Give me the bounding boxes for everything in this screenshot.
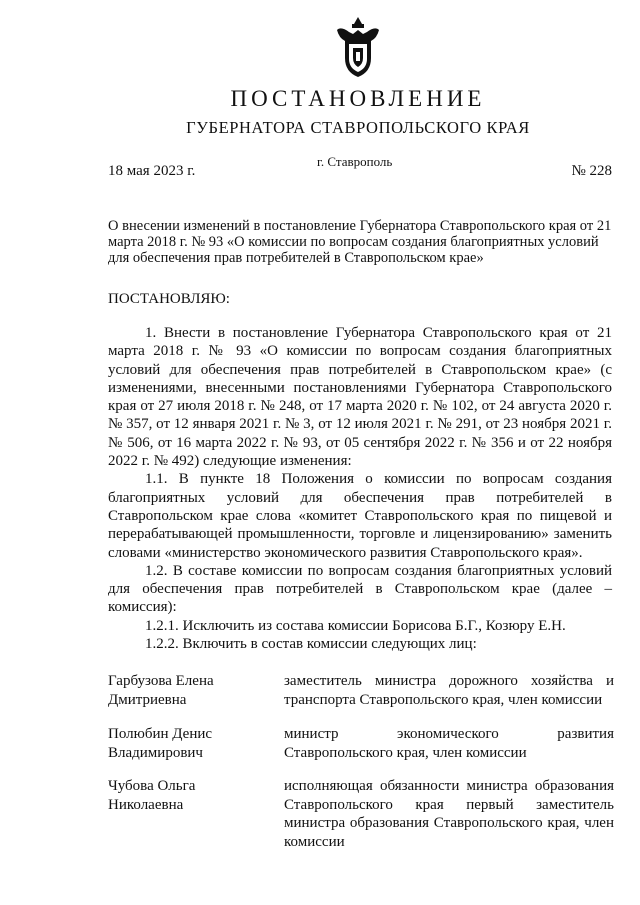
member-surname-firstname: Полюбин Денис (108, 726, 213, 742)
paragraph-1-2: 1.2. В составе комиссии по вопросам создания благоприятных условий для обеспечения прав потребителей в Ставропольском крае (далее – комиссия): (108, 562, 612, 616)
document-city: г. Ставрополь (317, 154, 393, 169)
member-name (108, 725, 268, 762)
member-surname-firstname: Чубова Ольга (108, 778, 196, 794)
member-patronymic: Владимирович (108, 744, 203, 761)
member-row (108, 672, 614, 725)
member-row (108, 777, 614, 851)
paragraph-1: 1. Внести в постановление Губернатора Ставропольского края от 21 марта 2018 г. № 93 «О комиссии по вопросам создания благоприятных условий для обеспечения прав потребителей в Ставропольском крае» (с изменениями, внесенными постановлениями Губернатора Ставропольского края от 27 июля 2018 г. № 248, от 17 марта 2020 г. № 102, от 24 августа 2020 г. № 357, от 12 января 2021 г. № 3, от 12 июля 2021 г. № 291, от 23 ноября 2021 г. № 506, от 16 марта 2022 г. № 93, от 05 сентября 2022 г. № 356 и от 22 ноября 2022 г. № 492) следующие изменения: (108, 325, 612, 470)
member-name (108, 672, 268, 709)
member-surname-firstname: Гарбузова Елена (108, 673, 214, 689)
member-role: министр экономического развития Ставропольского края, член комиссии (284, 726, 614, 761)
coat-of-arms-emblem (331, 14, 385, 80)
document-date: 18 мая 2023 г. (108, 163, 196, 179)
member-patronymic: Николаевна (108, 796, 184, 813)
document-body (108, 324, 612, 653)
member-patronymic: Дмитриевна (108, 691, 187, 708)
paragraph-1-2-2: 1.2.2. Включить в состав комиссии следующих лиц: (145, 636, 477, 653)
member-role: исполняющая обязанности министра образования Ставропольского края первый заместитель министра образования Ставропольского края, член комиссии (284, 778, 614, 850)
member-name (108, 777, 268, 814)
document-title: ПОСТАНОВЛЕНИЕ (230, 86, 486, 111)
document-heading: О внесении изменений в постановление Губернатора Ставропольского края от 21 марта 2018 г. № 93 «О комиссии по вопросам создания благоприятных условий для обеспечения прав потребителей в Ставропольском крае» (108, 218, 612, 266)
document-subtitle: ГУБЕРНАТОРА СТАВРОПОЛЬСКОГО КРАЯ (186, 118, 530, 137)
decree-word: ПОСТАНОВЛЯЮ: (108, 291, 230, 307)
member-row (108, 725, 614, 777)
member-role: заместитель министра дорожного хозяйства и транспорта Ставропольского края, член комиссии (284, 673, 614, 708)
members-list (108, 672, 614, 851)
paragraph-1-1: 1.1. В пункте 18 Положения о комиссии по вопросам создания благоприятных условий для обеспечения прав потребителей в Ставропольском крае слова «комитет Ставропольского края по пищевой и перерабатывающей промышленности, торговле и лицензированию» заменить словами «министерство экономического развития Ставропольского края». (108, 471, 612, 561)
document-number: № 228 (571, 163, 612, 179)
paragraph-1-2-1: 1.2.1. Исключить из состава комиссии Борисова Б.Г., Козюру Е.Н. (145, 617, 566, 634)
